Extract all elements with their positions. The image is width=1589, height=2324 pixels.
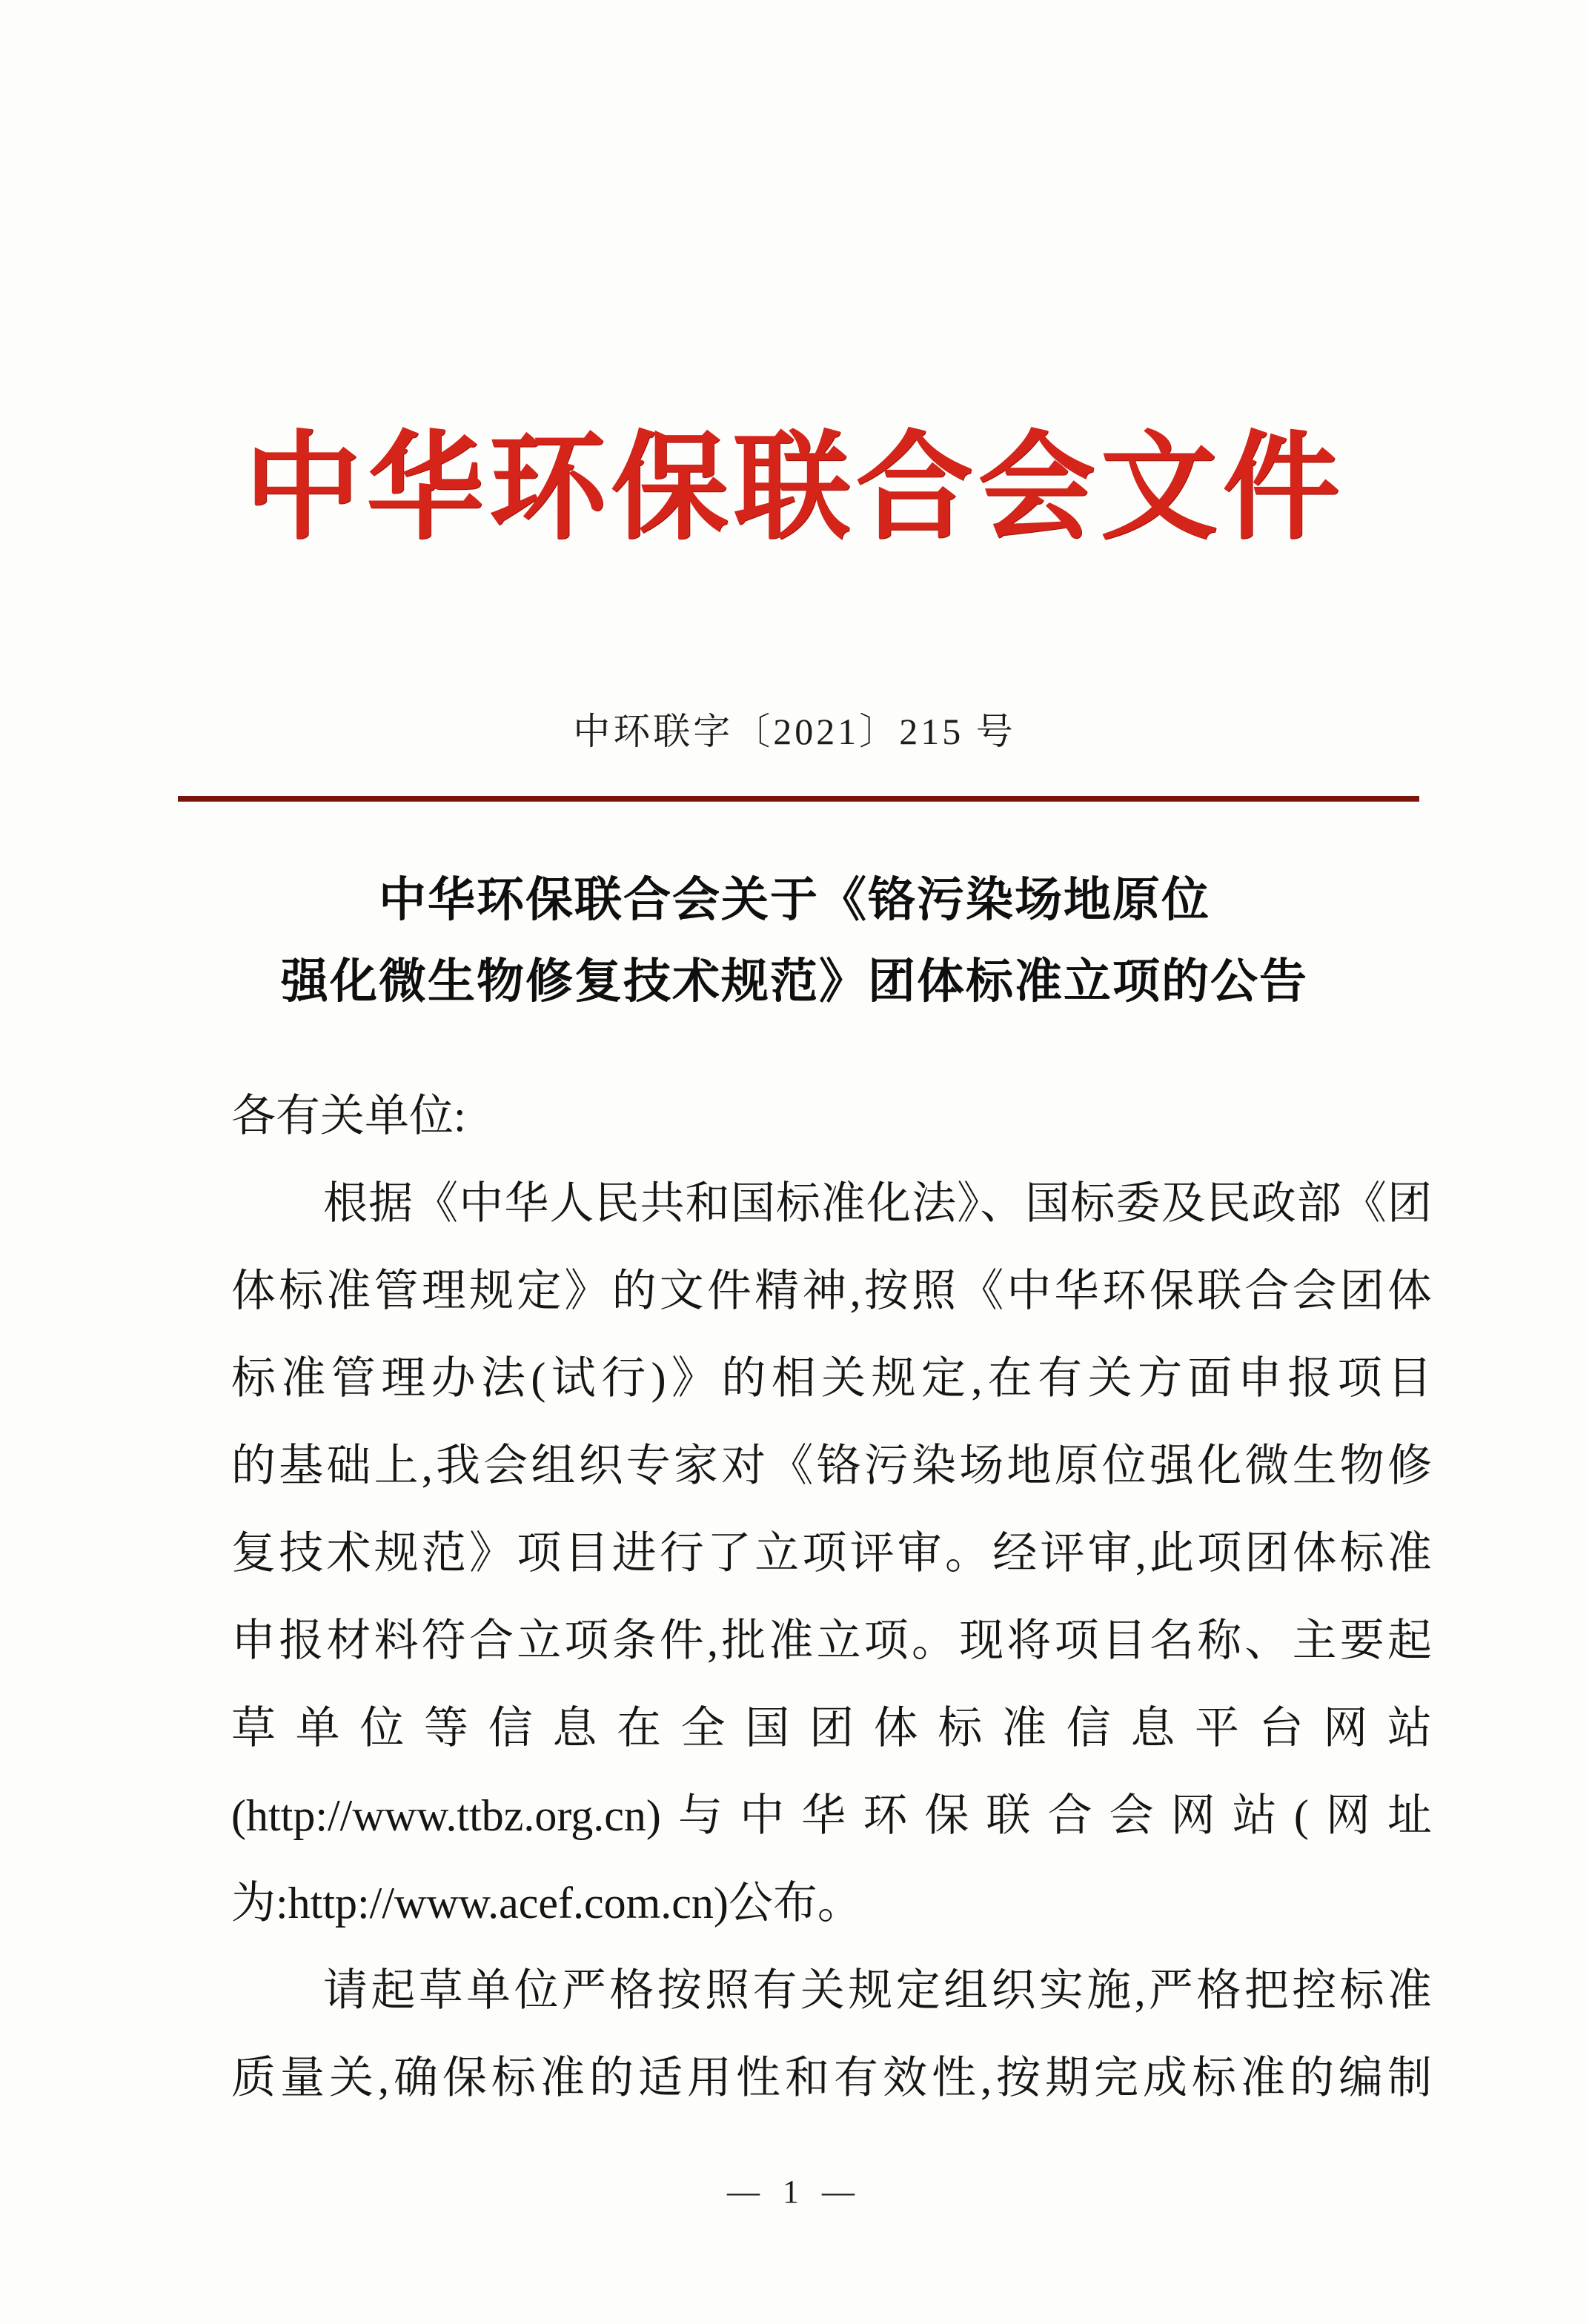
document-title <box>0 860 1589 1023</box>
document-title-line1: 中华环保联合会关于《铬污染场地原位 <box>379 874 1210 926</box>
page-number: — 1 — <box>727 2174 862 2210</box>
salutation: 各有关单位: <box>231 1092 466 1141</box>
body-line: 请起草单位严格按照有关规定组织实施,严格把控标准 <box>323 1966 1432 2015</box>
document-title-line2: 强化微生物修复技术规范》团体标准立项的公告 <box>281 955 1308 1008</box>
body-line: 标准管理办法(试行)》的相关规定,在有关方面申报项目 <box>231 1354 1432 1403</box>
body-line: (http://www.ttbz.org.cn)与中华环保联合会网站(网址 <box>231 1791 1432 1840</box>
body-line: 申报材料符合立项条件,批准立项。现将项目名称、主要起 <box>231 1616 1432 1665</box>
body-line: 草单位等信息在全国团体标准信息平台网站 <box>231 1704 1432 1753</box>
body-line: 根据《中华人民共和国标准化法》、国标委及民政部《团 <box>323 1179 1432 1228</box>
document-body <box>231 1072 1432 2122</box>
body-line: 质量关,确保标准的适用性和有效性,按期完成标准的编制 <box>231 2054 1432 2102</box>
letterhead-title: 中华环保联合会文件 <box>244 424 1345 554</box>
document-number: 中环联字〔2021〕215 号 <box>573 711 1016 752</box>
body-line: 的基础上,我会组织专家对《铬污染场地原位强化微生物修 <box>231 1441 1432 1490</box>
letterhead-divider-rule <box>178 796 1419 801</box>
body-line: 为:http://www.acef.com.cn)公布。 <box>231 1879 862 1928</box>
body-line: 复技术规范》项目进行了立项评审。经评审,此项团体标准 <box>231 1529 1432 1578</box>
body-line: 体标准管理规定》的文件精神,按照《中华环保联合会团体 <box>231 1266 1432 1315</box>
